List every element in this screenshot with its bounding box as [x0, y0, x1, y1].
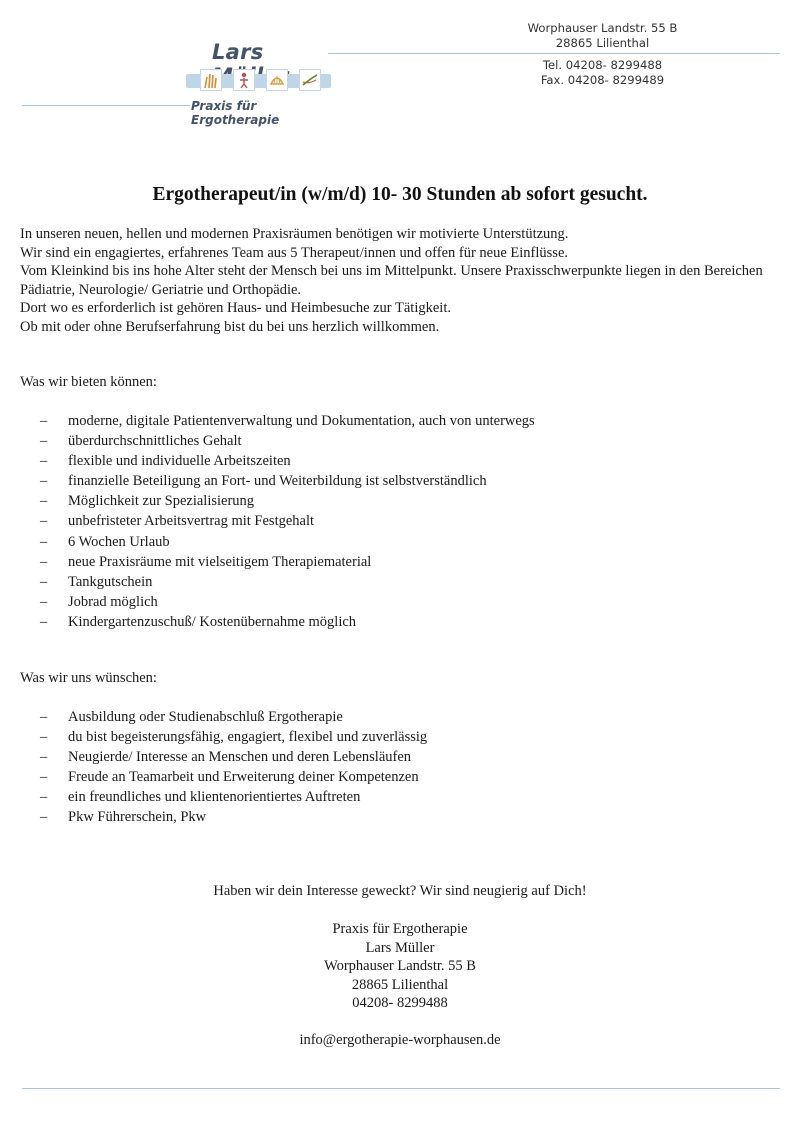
list-item: – Möglichkeit zur Spezialisierung	[40, 493, 255, 510]
list-item: – flexible und individuelle Arbeitszeiten	[40, 453, 291, 470]
list-item: – neue Praxisräume mit vielseitigem Therapiematerial	[40, 553, 372, 570]
brush-icon	[299, 69, 321, 91]
closing-question: Haben wir dein Interesse geweckt? Wir sind neugierig auf Dich!	[213, 883, 587, 899]
list-item: – Kindergartenzuschuß/ Kostenübernahme möglich	[40, 613, 357, 630]
logo-subtitle: Praxis für Ergotherapie	[191, 99, 280, 127]
closing-line: 04208- 8299488	[352, 995, 448, 1011]
list-item: – Ausbildung oder Studienabschluß Ergotherapie	[40, 709, 343, 725]
closing-address-block	[0, 920, 800, 1013]
list-item: – finanzielle Beteiligung an Fort- und Weiterbildung ist selbstverständlich	[40, 473, 487, 490]
list-item: – Neugierde/ Interesse an Menschen und deren Lebensläufen	[40, 749, 412, 766]
list-item: – Freude an Teamarbeit und Erweiterung deiner Kompetenzen	[40, 769, 419, 786]
wish-list	[40, 707, 427, 828]
hand-icon	[200, 69, 222, 91]
address-city: 28865 Lilienthal	[555, 36, 650, 50]
wish-heading: Was wir uns wünschen:	[20, 670, 157, 686]
list-item: – überdurchschnittliches Gehalt	[40, 433, 242, 450]
contact-tel: Tel. 04208- 8299488	[542, 58, 663, 72]
offer-list	[40, 411, 535, 632]
list-item: – moderne, digitale Patientenverwaltung und Dokumentation, auch von unterwegs	[40, 413, 535, 429]
list-item: – Tankgutschein	[40, 573, 153, 590]
intro-line: Wir sind ein engagiertes, erfahrenes Team aus 5 Therapeut/innen und offen für neue Einflüsse.	[20, 244, 569, 261]
intro-line: In unseren neuen, hellen und modernen Praxisräumen benötigen wir motivierte Unterstützung.	[20, 226, 569, 242]
closing-line: Lars Müller	[365, 939, 435, 956]
shell-icon	[266, 69, 288, 91]
header-rule-right	[328, 53, 780, 54]
list-item: – du bist begeisterungsfähig, engagiert, flexibel und zuverlässig	[40, 729, 428, 746]
intro-line: Ob mit oder ohne Berufserfahrung bist du bei uns herzlich willkommen.	[20, 318, 440, 335]
contact-fax: Fax. 04208- 8299489	[540, 73, 665, 87]
offer-heading: Was wir bieten können:	[20, 374, 157, 390]
practice-logo	[186, 40, 346, 127]
list-item: – ein freundliches und klientenorientiertes Auftreten	[40, 789, 361, 806]
logo-icon-strip	[186, 69, 336, 93]
list-item: – 6 Wochen Urlaub	[40, 533, 170, 550]
intro-line: Dort wo es erforderlich ist gehören Haus- und Heimbesuche zur Tätigkeit.	[20, 300, 451, 316]
logo-name: Lars	[212, 40, 264, 64]
header-address	[505, 21, 700, 51]
header-contact	[505, 58, 700, 88]
closing-line: 28865 Lilienthal	[351, 976, 449, 993]
footer-rule	[22, 1088, 780, 1089]
list-item: – Jobrad möglich	[40, 593, 158, 610]
closing-line: Praxis für Ergotherapie	[332, 921, 468, 937]
list-item: – Pkw Führerschein, Pkw	[40, 809, 207, 826]
list-item: – unbefristeter Arbeitsvertrag mit Festgehalt	[40, 513, 315, 530]
intro-text	[20, 225, 790, 336]
address-street: Worphauser Landstr. 55 B	[527, 21, 678, 35]
closing-email[interactable]	[0, 1031, 800, 1050]
header-rule-left	[22, 105, 190, 106]
intro-line: Vom Kleinkind bis ins hohe Alter steht der Mensch bei uns im Mittelpunkt. Unsere Praxisschwerpunkte liegen in den Bereichen Pädiatrie, Neurologie/ Geriatrie und Orthopädie.	[20, 263, 763, 298]
email-link[interactable]: info@ergotherapie-worphausen.de	[299, 1032, 501, 1048]
job-title: Ergotherapeut/in (w/m/d) 10- 30 Stunden ab sofort gesucht.	[152, 184, 648, 205]
figure-icon	[233, 69, 255, 91]
closing-line: Worphauser Landstr. 55 B	[324, 958, 476, 974]
